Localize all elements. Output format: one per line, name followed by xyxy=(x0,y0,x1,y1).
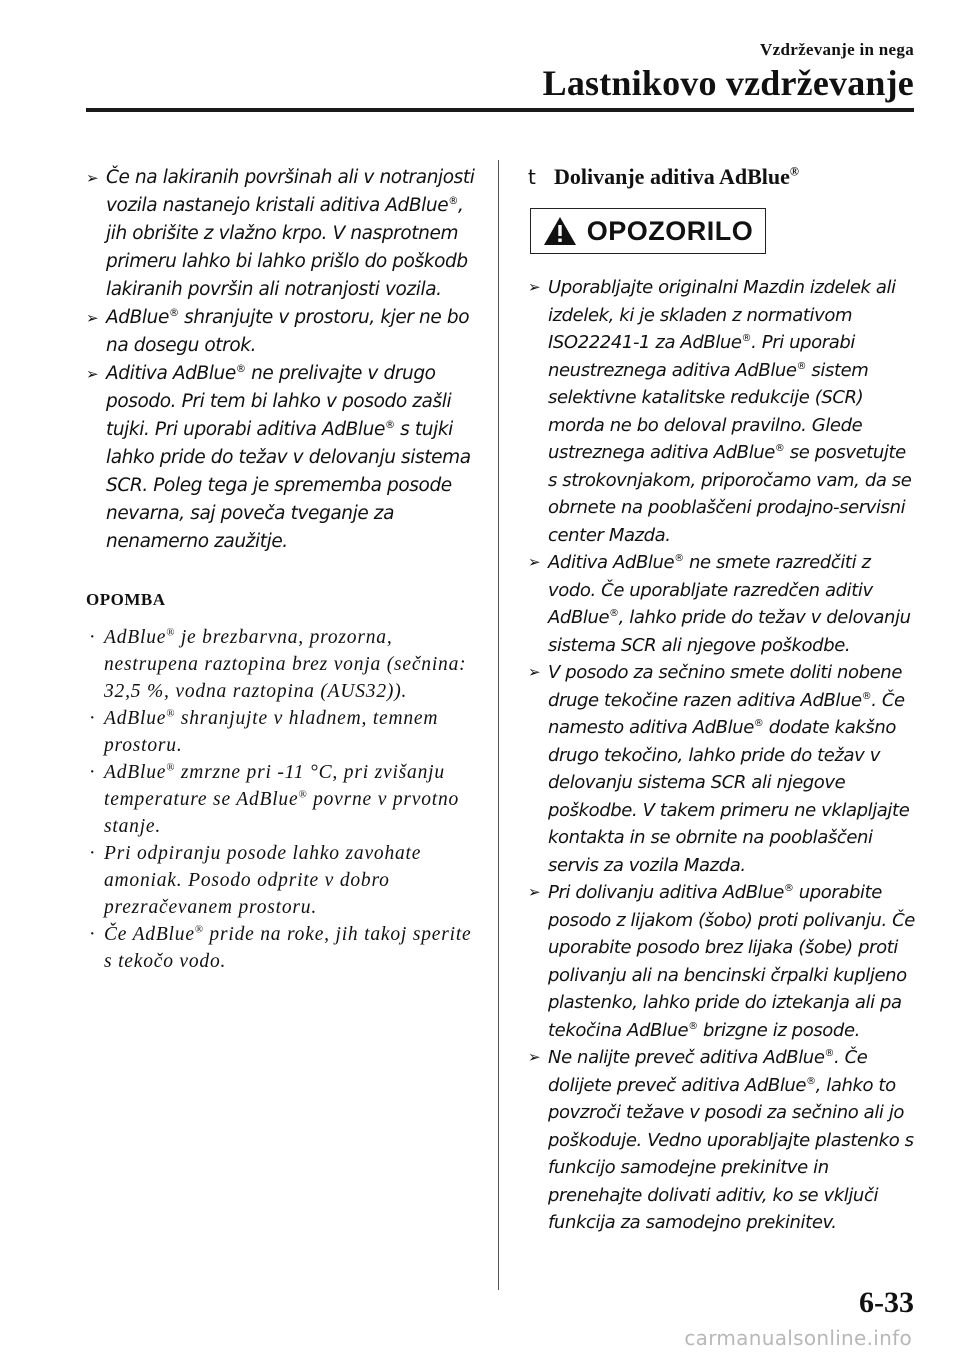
text-run: AdBlue xyxy=(104,708,167,729)
registered-mark: ® xyxy=(166,761,176,774)
registered-mark: ® xyxy=(298,788,308,801)
text-run: . Pri uporabi neustreznega aditiva AdBlue xyxy=(548,332,856,381)
right-column xyxy=(528,164,920,1237)
registered-mark: ® xyxy=(741,333,752,344)
page-number: 6-33 xyxy=(859,1286,914,1319)
registered-mark: ® xyxy=(789,164,799,179)
subsection-title xyxy=(554,164,799,190)
arrow-bullet-icon: ➢ xyxy=(86,309,99,327)
registered-mark: ® xyxy=(824,1048,834,1059)
text-run: se posvetujte s strokovnjakom, priporočamo vam, da se obrnete na pooblaščeni prodajno-servisni center Mazda. xyxy=(548,442,912,546)
dot-bullet-icon: · xyxy=(89,843,97,864)
text-run: uporabite posodo z lijakom (šobo) proti polivanju. Če uporabite posodo brez lijaka (šobe) proti polivanju ali na bencinski črpalki kupljeno plastenko, lahko pride do iztekanja ali pa tekočina AdBlue xyxy=(548,882,915,1041)
arrow-bullet-icon: ➢ xyxy=(528,883,541,901)
warning-item xyxy=(86,164,478,304)
dot-bullet-icon: · xyxy=(89,762,97,783)
note-item xyxy=(86,705,478,759)
text-run: ne prelivajte v drugo posodo. Pri tem bi lahko v posodo zašli tujki. Pri uporabi aditiva AdBlue xyxy=(106,363,452,440)
subsection-marker: t xyxy=(528,165,536,189)
note-item xyxy=(86,921,478,975)
right-warning-list xyxy=(528,274,920,1237)
chapter-title: Lastnikovo vzdrževanje xyxy=(542,63,914,103)
text-run: Dolivanje aditiva AdBlue xyxy=(554,164,790,189)
arrow-bullet-icon: ➢ xyxy=(528,663,541,681)
registered-mark: ® xyxy=(796,360,807,372)
warning-triangle-icon xyxy=(543,216,577,246)
text-run: s tujki lahko pride do težav v delovanju sistema SCR. Poleg tega je sprememba posode nevarna, saj poveča tveganje za nenamerno zaužitje. xyxy=(106,419,471,552)
dot-bullet-icon: · xyxy=(89,627,97,648)
text-run: shranjujte v prostoru, kjer ne bo na dosegu otrok. xyxy=(106,307,470,356)
registered-mark: ® xyxy=(753,718,764,729)
note-title: OPOMBA xyxy=(86,590,166,609)
left-column xyxy=(86,164,478,975)
warning-item xyxy=(86,360,478,556)
note-item xyxy=(86,840,478,921)
registered-mark: ® xyxy=(774,443,785,454)
text-run: dodate kakšno drugo tekočino, lahko pride do težav v delovanju sistema SCR ali njegove poškodbe. V takem primeru ne vklapljajte kontakta in se obrnite na pooblaščeni servis za vozila Mazda. xyxy=(548,717,910,876)
text-run: Pri odpiranju posode lahko zavohate amoniak. Posodo odprite v dobro prezračevanem prostoru. xyxy=(104,843,422,918)
subsection-heading xyxy=(528,164,920,190)
text-run: AdBlue xyxy=(104,762,167,783)
text-run: Če na lakiranih površinah ali v notranjosti vozila nastanejo kristali aditiva AdBlue xyxy=(106,167,475,216)
text-run: brizgne iz posode. xyxy=(697,1019,860,1041)
warning-item xyxy=(528,879,920,1044)
registered-mark: ® xyxy=(166,707,176,720)
registered-mark: ® xyxy=(806,1075,816,1087)
header-rule xyxy=(86,108,914,112)
text-run: Aditiva AdBlue xyxy=(548,552,675,573)
text-run: , lahko to povzroči težave v posodi za sečnino ali jo poškoduje. Vedno uporabljajte plastenko s funkcijo samodejne prekinitve in prenehajte dolivati aditiv, ko se vključi funkcija za samodejno prekinitev. xyxy=(548,1074,914,1233)
dot-bullet-icon: · xyxy=(89,708,97,729)
registered-mark: ® xyxy=(168,307,179,319)
arrow-bullet-icon: ➢ xyxy=(86,169,99,187)
warning-item xyxy=(528,274,920,549)
arrow-bullet-icon: ➢ xyxy=(528,1048,541,1066)
registered-mark: ® xyxy=(674,553,684,564)
text-run: Pri dolivanju aditiva AdBlue xyxy=(548,882,784,903)
left-warning-list xyxy=(86,164,478,556)
text-run: . Če namesto aditiva AdBlue xyxy=(548,689,905,738)
section-title: Vzdrževanje in nega xyxy=(760,40,914,59)
text-run: V posodo za sečnino smete doliti nobene druge tekočine razen aditiva AdBlue xyxy=(548,662,902,711)
warning-item xyxy=(528,1044,920,1237)
registered-mark: ® xyxy=(384,419,395,431)
warning-item xyxy=(528,549,920,659)
registered-mark: ® xyxy=(688,1020,698,1032)
watermark: carmanualsonline.info xyxy=(684,1326,912,1350)
text-run: . Če dolijete preveč aditiva AdBlue xyxy=(548,1047,868,1096)
arrow-bullet-icon: ➢ xyxy=(528,553,541,571)
text-run: , jih obrišite z vlažno krpo. V nasprotnem primeru lahko bi lahko prišlo do poškodb lakiranih površin ali notranjosti vozila. xyxy=(106,195,468,300)
dot-bullet-icon: · xyxy=(89,924,97,945)
registered-mark: ® xyxy=(861,690,872,702)
warning-box xyxy=(530,208,766,254)
running-header xyxy=(543,40,914,104)
text-run: , lahko pride do težav v delovanju sistema SCR ali njegove poškodbe. xyxy=(548,607,911,656)
text-run: pride na roke, jih takoj sperite s tekočo vodo. xyxy=(104,924,472,972)
registered-mark: ® xyxy=(194,923,204,936)
text-run: povrne v prvotno stanje. xyxy=(104,789,460,837)
warning-item xyxy=(86,304,478,360)
text-run: ne smete razredčiti z vodo. Če uporabljate razredčen aditiv AdBlue xyxy=(548,552,873,628)
note-item xyxy=(86,759,478,840)
warning-label: OPOZORILO xyxy=(586,215,754,246)
warning-item xyxy=(528,659,920,879)
registered-mark: ® xyxy=(609,608,619,619)
text-run: Ne nalijte preveč aditiva AdBlue xyxy=(548,1047,825,1068)
text-run: shranjujte v hladnem, temnem prostoru. xyxy=(104,708,439,756)
text-run: sistem selektivne katalitske redukcije (SCR) morda ne bo deloval pravilno. Glede ustreznega aditiva AdBlue xyxy=(548,359,869,463)
registered-mark: ® xyxy=(783,883,794,894)
text-run: AdBlue xyxy=(106,307,169,328)
text-run: Aditiva AdBlue xyxy=(106,363,236,384)
arrow-bullet-icon: ➢ xyxy=(86,365,99,383)
arrow-bullet-icon: ➢ xyxy=(528,278,541,296)
note-item xyxy=(86,624,478,705)
column-divider xyxy=(498,160,499,1290)
text-run: Če AdBlue xyxy=(104,924,195,945)
text-run: Uporabljajte originalni Mazdin izdelek ali izdelek, ki je skladen z normativom ISO22241-1 za AdBlue xyxy=(548,277,896,353)
registered-mark: ® xyxy=(166,626,176,639)
text-run: zmrzne pri -11 °C, pri zvišanju temperature se AdBlue xyxy=(104,762,445,810)
registered-mark: ® xyxy=(448,195,458,207)
text-run: AdBlue xyxy=(104,627,167,648)
text-run: je brezbarvna, prozorna, nestrupena raztopina brez vonja (sečnina: 32,5 %, vodna raztopina (AUS32)). xyxy=(104,627,467,702)
note-list xyxy=(86,624,478,975)
registered-mark: ® xyxy=(235,363,246,375)
